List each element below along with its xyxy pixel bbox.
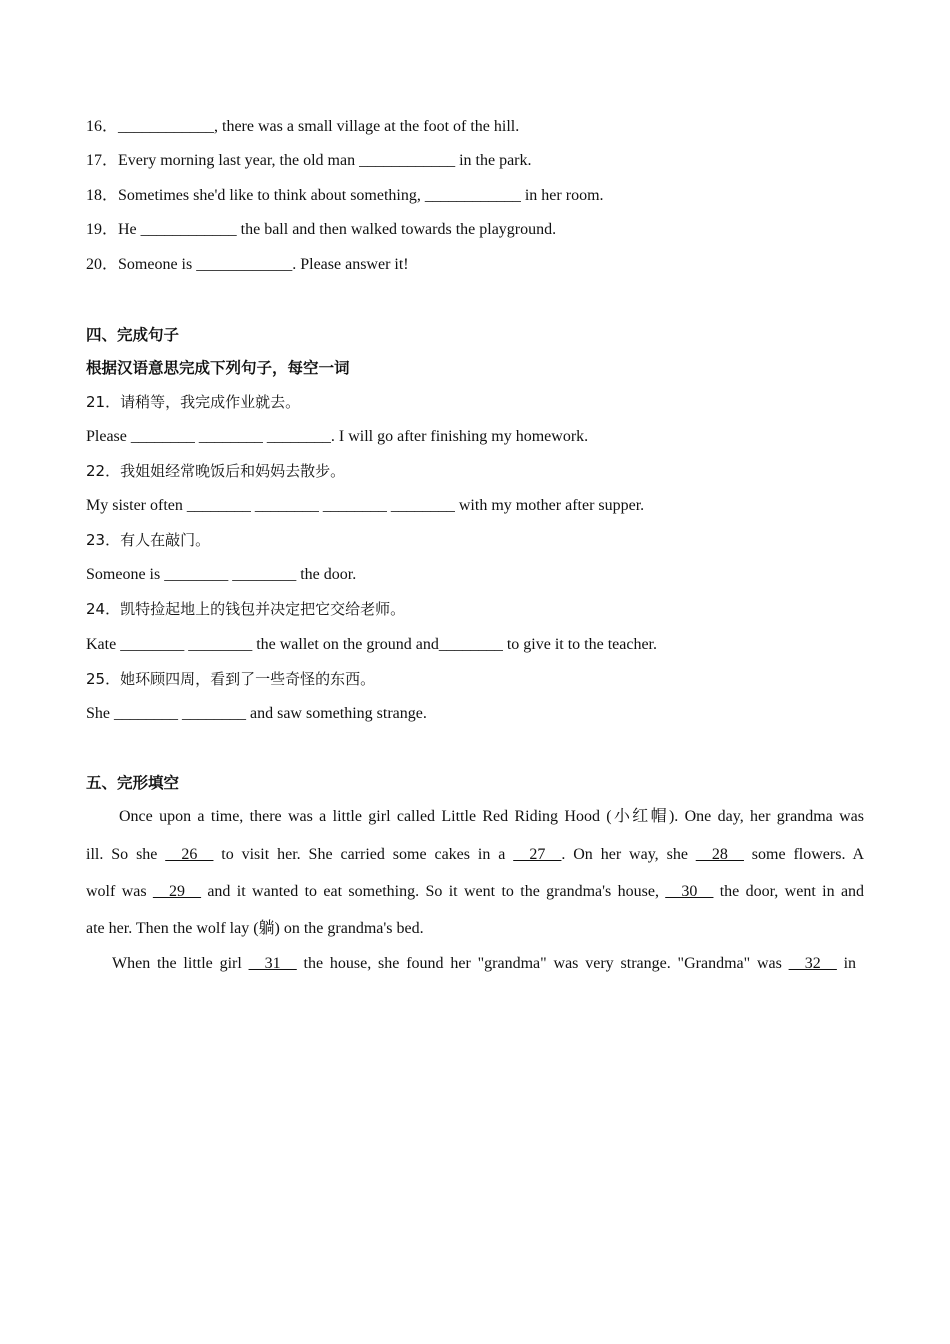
cloze-text: . On her way, she	[561, 846, 688, 863]
question-19: 19．He ____________ the ball and then walked towards the playground.	[86, 221, 557, 238]
cloze-text: in	[843, 955, 857, 972]
cloze-text: to visit her. She carried some cakes in a	[221, 846, 506, 863]
question-18: 18．Sometimes she'd like to think about something, ____________ in her room.	[86, 187, 604, 204]
cloze-text: wolf was	[86, 883, 147, 900]
question-20: 20．Someone is ____________. Please answer it!	[86, 256, 409, 273]
cloze-line-2	[86, 845, 864, 865]
blank-30[interactable]: __30__	[665, 883, 714, 900]
blank-28[interactable]: __28__	[695, 846, 744, 863]
section-4-instruction: 根据汉语意思完成下列句子，每空一词	[86, 359, 350, 377]
question-24-chinese: 24．凯特捡起地上的钱包并决定把它交给老师。	[86, 600, 406, 618]
question-22-english: My sister often ________ ________ ________ ________ with my mother after supper.	[86, 497, 645, 514]
blank-26[interactable]: __26__	[165, 846, 214, 863]
blank-31[interactable]: __31__	[248, 955, 297, 972]
cloze-line-1: Once upon a time, there was a little girl called Little Red Riding Hood (小红帽). One day, her grandma was	[119, 808, 864, 825]
blank-29[interactable]: __29__	[152, 883, 201, 900]
question-25-english: She ________ ________ and saw something strange.	[86, 705, 427, 722]
cloze-text: ill. So she	[86, 846, 158, 863]
cloze-line-4: ate her. Then the wolf lay (躺) on the grandma's bed.	[86, 920, 424, 937]
cloze-text: the house, she found her "grandma" was very strange. "Grandma" was	[303, 955, 782, 972]
section-5-title: 五、完形填空	[86, 774, 180, 792]
question-21-chinese: 21．请稍等，我完成作业就去。	[86, 393, 301, 411]
question-23-english: Someone is ________ ________ the door.	[86, 566, 357, 583]
question-24-english: Kate ________ ________ the wallet on the ground and________ to give it to the teacher.	[86, 636, 657, 653]
question-25-chinese: 25．她环顾四周，看到了一些奇怪的东西。	[86, 670, 376, 688]
blank-32[interactable]: __32__	[788, 955, 837, 972]
question-16: 16．____________, there was a small village at the foot of the hill.	[86, 118, 520, 135]
cloze-text: the door, went in and	[719, 883, 865, 900]
question-23-chinese: 23．有人在敲门。	[86, 531, 211, 549]
cloze-line-5	[112, 954, 856, 974]
cloze-text: When the little girl	[112, 955, 242, 972]
question-17: 17．Every morning last year, the old man ____________ in the park.	[86, 152, 532, 169]
cloze-text: some flowers. A	[751, 846, 865, 863]
question-21-english: Please ________ ________ ________. I will go after finishing my homework.	[86, 428, 589, 445]
cloze-line-3	[86, 882, 864, 902]
cloze-text: and it wanted to eat something. So it went to the grandma's house,	[207, 883, 659, 900]
blank-27[interactable]: __27__	[513, 846, 562, 863]
section-4-title: 四、完成句子	[86, 326, 180, 344]
question-22-chinese: 22．我姐姐经常晚饭后和妈妈去散步。	[86, 462, 346, 480]
